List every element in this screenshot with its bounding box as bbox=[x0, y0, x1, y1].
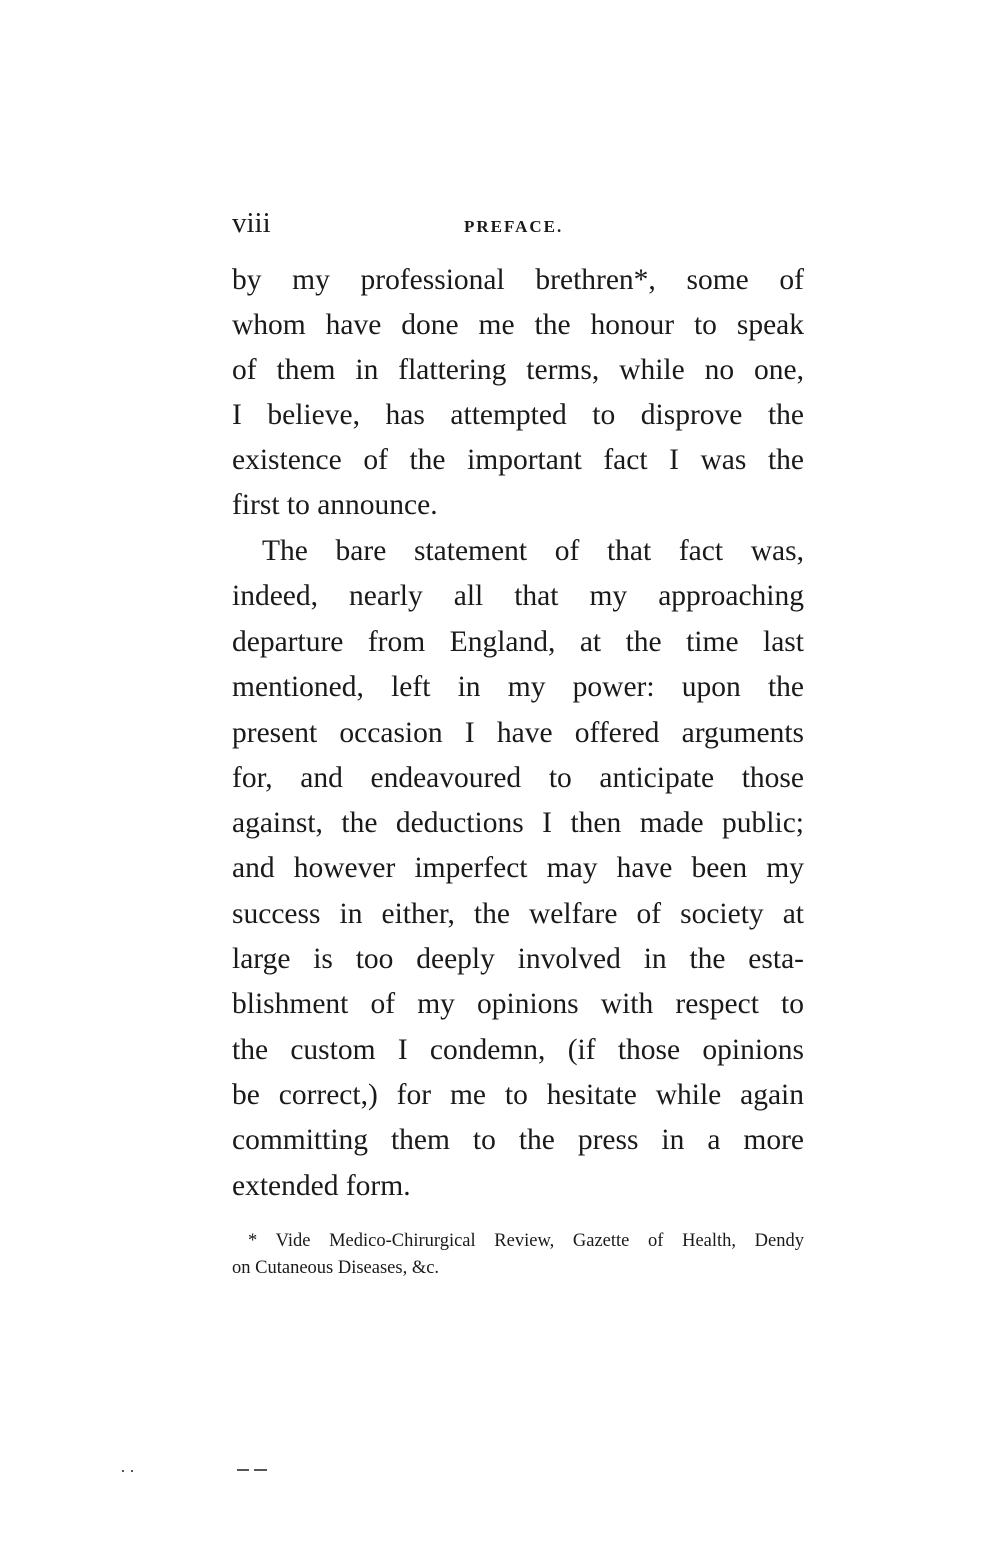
text-line: mentioned, left in my power: upon the bbox=[232, 671, 804, 703]
text-line: indeed, nearly all that my approaching bbox=[232, 580, 804, 612]
footnote-line: on Cutaneous Diseases, &c. bbox=[232, 1258, 440, 1278]
text-line: existence of the important fact I was the bbox=[232, 444, 804, 476]
scan-specks bbox=[122, 1462, 282, 1478]
text-line: whom have done me the honour to speak bbox=[232, 309, 804, 341]
text-line: blishment of my opinions with respect to bbox=[232, 988, 804, 1020]
scan-speck bbox=[122, 1470, 124, 1472]
page-header bbox=[232, 203, 804, 243]
text-line: success in either, the welfare of society at bbox=[232, 898, 804, 930]
text-line: The bare statement of that fact was, bbox=[262, 535, 804, 567]
text-line: I believe, has attempted to disprove the bbox=[232, 399, 804, 431]
scan-speck bbox=[237, 1469, 249, 1471]
text-line: extended form. bbox=[232, 1170, 411, 1202]
text-line: departure from England, at the time last bbox=[232, 626, 804, 658]
text-line: against, the deductions I then made public; bbox=[232, 807, 804, 839]
page-number: viii bbox=[232, 207, 271, 239]
text-line: present occasion I have offered arguments bbox=[232, 717, 804, 749]
text-line: committing them to the press in a more bbox=[232, 1124, 804, 1156]
text-line: by my professional brethren*, some of bbox=[232, 264, 804, 296]
running-title: PREFACE. bbox=[464, 217, 564, 236]
text-line: large is too deeply involved in the esta- bbox=[232, 943, 804, 975]
text-line: for, and endeavoured to anticipate those bbox=[232, 762, 804, 794]
text-line: be correct,) for me to hesitate while again bbox=[232, 1079, 804, 1111]
scan-speck bbox=[254, 1469, 267, 1471]
footnote-line: * Vide Medico-Chirurgical Review, Gazette of Health, Dendy bbox=[248, 1231, 804, 1251]
text-line: of them in flattering terms, while no one, bbox=[232, 354, 804, 386]
scan-speck bbox=[131, 1470, 133, 1472]
text-line: first to announce. bbox=[232, 489, 438, 521]
text-line: and however imperfect may have been my bbox=[232, 852, 804, 884]
text-line: the custom I condemn, (if those opinions bbox=[232, 1034, 804, 1066]
